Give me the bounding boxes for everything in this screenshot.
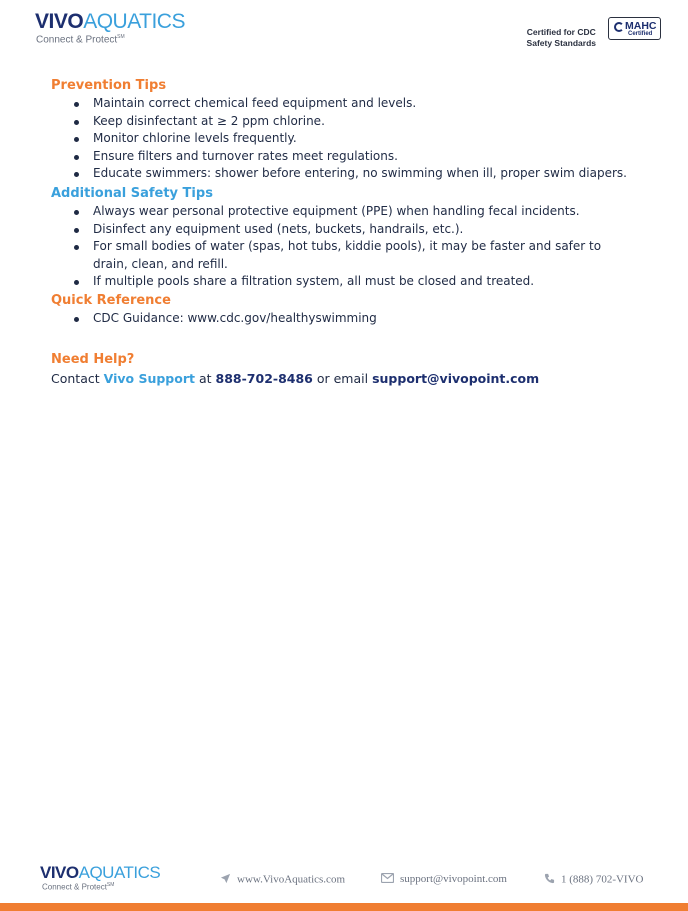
support-email: support@vivopoint.com (372, 371, 540, 386)
quick-reference-heading: Quick Reference (51, 293, 171, 308)
send-arrow-icon (220, 873, 231, 887)
list-item: Ensure filters and turnover rates meet regulations. (0, 148, 633, 166)
certification-text (527, 27, 596, 49)
list-item: CDC Guidance: www.cdc.gov/healthyswimming (0, 310, 633, 328)
phone-icon (544, 873, 555, 887)
vivo-aquatics-logo (35, 11, 185, 45)
mahc-ring-icon (614, 22, 624, 32)
badge-subtitle: Certified (628, 31, 653, 37)
tagline-text: Connect & Protect (36, 34, 118, 46)
list-item: Maintain correct chemical feed equipment and levels. (0, 95, 633, 113)
prevention-tips-list (0, 95, 633, 183)
envelope-icon (381, 873, 394, 886)
list-item: Monitor chlorine levels frequently. (0, 130, 633, 148)
support-phone: 888-702-8486 (215, 371, 313, 386)
vivo-support-link[interactable]: Vivo Support (103, 371, 195, 386)
list-item: Always wear personal protective equipment (PPE) when handling fecal incidents. (0, 203, 633, 221)
cert-line-1: Certified for CDC (526, 27, 596, 37)
footer-website[interactable] (220, 873, 345, 887)
logo-tagline (36, 35, 185, 45)
need-help-heading: Need Help? (51, 352, 135, 367)
footer-phone-text: 1 (888) 702-VIVO (561, 873, 644, 886)
footer-logo-vivo-text: VIVO (40, 863, 79, 882)
footer-website-text: www.VivoAquatics.com (237, 873, 345, 886)
footer-vivo-aquatics-logo (40, 864, 160, 892)
footer-email[interactable] (381, 873, 507, 886)
contact-word: Contact (51, 371, 100, 386)
list-item: Keep disinfectant at ≥ 2 ppm chlorine. (0, 113, 633, 131)
trademark-mark: SM (117, 34, 125, 40)
footer-email-text: support@vivopoint.com (400, 873, 507, 886)
help-contact-line (51, 371, 539, 386)
list-item: If multiple pools share a filtration system, all must be closed and treated. (0, 273, 633, 291)
footer-accent-bar (0, 903, 688, 911)
at-word: at (198, 371, 212, 386)
cert-line-2: Safety Standards (526, 38, 596, 48)
logo-vivo-text: VIVO (35, 10, 84, 33)
footer-tagline-text: Connect & Protect (42, 882, 107, 892)
additional-safety-tips-list (0, 203, 633, 291)
list-item: Disinfect any equipment used (nets, buckets, handrails, etc.). (0, 221, 633, 239)
footer-logo-tagline (42, 883, 160, 892)
additional-safety-tips-heading: Additional Safety Tips (51, 186, 213, 201)
logo-aquatics-text: AQUATICS (83, 10, 185, 33)
prevention-tips-heading: Prevention Tips (51, 78, 167, 93)
list-item: Educate swimmers: shower before entering, no swimming when ill, proper swim diapers. (0, 165, 633, 183)
mahc-certified-badge (608, 17, 661, 40)
or-email-word: or email (316, 371, 369, 386)
footer-logo-aquatics-text: AQUATICS (78, 863, 161, 882)
list-item: For small bodies of water (spas, hot tubs, kiddie pools), it may be faster and safer to drain, clean, and refill. (0, 238, 633, 273)
footer-trademark-mark: SM (106, 882, 115, 888)
footer-phone[interactable] (544, 873, 643, 887)
badge-title: MAHC (625, 20, 657, 32)
quick-reference-list (0, 310, 633, 328)
